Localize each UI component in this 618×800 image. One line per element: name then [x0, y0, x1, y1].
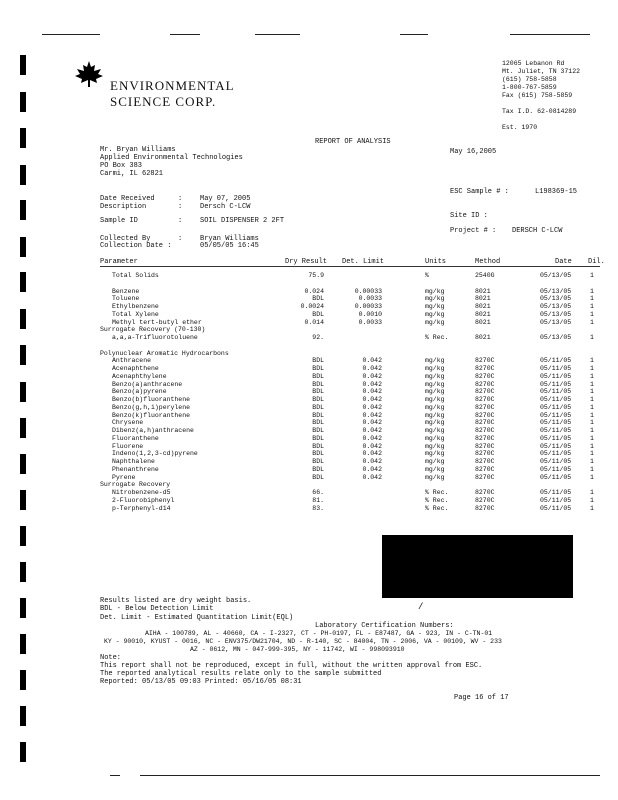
date-cell: 05/11/05: [540, 473, 572, 481]
method-cell: 8021: [475, 287, 491, 295]
date-cell: 05/11/05: [540, 372, 572, 380]
units-cell: mg/kg: [425, 287, 445, 295]
top-rule: [510, 34, 590, 35]
date-cell: 05/11/05: [540, 458, 572, 465]
det-limit-cell: 0.042: [362, 380, 382, 388]
units-cell: mg/kg: [425, 458, 445, 465]
collection-date-label: Collection Date :: [100, 242, 172, 250]
cert-line-2: KY - 90010, KYUST - 0016, NC - ENV375/DW21704, ND - R-140, SC - 84004, TN - 2006, VA - 00109, WV - 233: [104, 638, 502, 645]
dry-result-cell: BDL: [312, 419, 324, 427]
report-date: May 16,2005: [450, 148, 497, 156]
established: Est. 1970: [502, 124, 538, 131]
header-rule: [100, 266, 600, 267]
units-cell: mg/kg: [425, 442, 445, 450]
parameter-cell: Nitrobenzene-d5: [112, 489, 171, 496]
method-cell: 8270C: [475, 450, 495, 458]
note-det-limit: Det. Limit - Estimated Quantitation Limit(EQL): [100, 614, 294, 622]
description-label: Description: [100, 203, 147, 211]
parameter-cell: Benzene: [112, 287, 140, 295]
det-limit-cell: 0.042: [362, 388, 382, 396]
date-cell: 05/11/05: [540, 388, 572, 396]
parameter-cell: Surrogate Recovery (70-130): [100, 326, 206, 334]
dil-cell: 1: [590, 403, 594, 411]
dil-cell: 1: [590, 287, 594, 295]
table-row: [0, 505, 618, 513]
method-cell: 8270C: [475, 372, 495, 380]
parameter-cell: Polynuclear Aromatic Hydrocarbons: [100, 349, 229, 357]
units-cell: %: [425, 272, 429, 279]
dry-result-cell: BDL: [312, 396, 324, 403]
method-cell: 8270C: [475, 380, 495, 388]
dil-cell: 1: [590, 380, 594, 388]
units-cell: mg/kg: [425, 419, 445, 427]
dil-cell: 1: [590, 450, 594, 458]
units-cell: % Rec.: [425, 504, 449, 512]
parameter-cell: Acenaphthylene: [112, 372, 167, 380]
date-cell: 05/11/05: [540, 504, 572, 512]
units-cell: % Rec.: [425, 489, 449, 496]
dry-result-cell: BDL: [312, 403, 324, 411]
dry-result-cell: BDL: [312, 380, 324, 388]
signature-mark: /: [418, 602, 424, 612]
dil-cell: 1: [590, 295, 594, 303]
det-limit-cell: 0.00033: [354, 287, 382, 295]
dry-result-cell: BDL: [312, 295, 324, 303]
dry-result-cell: BDL: [312, 473, 324, 481]
det-limit-cell: 0.042: [362, 442, 382, 450]
dil-cell: 1: [590, 365, 594, 372]
dil-cell: 1: [590, 318, 594, 326]
dil-cell: 1: [590, 427, 594, 434]
det-limit-cell: 0.042: [362, 465, 382, 473]
dil-cell: 1: [590, 442, 594, 450]
page-number: Page 16 of 17: [454, 694, 509, 702]
method-cell: 8270C: [475, 365, 495, 372]
dry-result-cell: BDL: [312, 411, 324, 419]
parameter-cell: Indeno(1,2,3-cd)pyrene: [112, 450, 198, 458]
company-name-line2: SCIENCE CORP.: [110, 94, 217, 109]
method-cell: 8270C: [475, 357, 495, 365]
dry-result-cell: BDL: [312, 465, 324, 473]
method-cell: 8270C: [475, 396, 495, 403]
parameter-cell: Benzo(a)pyrene: [112, 388, 167, 396]
date-cell: 05/11/05: [540, 419, 572, 427]
units-cell: mg/kg: [425, 403, 445, 411]
dil-cell: 1: [590, 473, 594, 481]
units-cell: mg/kg: [425, 380, 445, 388]
dry-result-cell: BDL: [312, 450, 324, 458]
method-cell: 8270C: [475, 465, 495, 473]
units-cell: mg/kg: [425, 295, 445, 303]
det-limit-cell: 0.042: [362, 411, 382, 419]
col-header-dry-result: Dry Result: [285, 258, 328, 266]
dry-result-cell: BDL: [312, 458, 324, 465]
dil-cell: 1: [590, 357, 594, 365]
date-cell: 05/11/05: [540, 380, 572, 388]
dil-cell: 1: [590, 504, 594, 512]
esc-sample-value: L198369-15: [535, 188, 578, 196]
units-cell: mg/kg: [425, 303, 445, 310]
parameter-cell: Benzo(g,h,i)perylene: [112, 403, 191, 411]
date-received-value: May 07, 2005: [200, 195, 251, 203]
dry-result-cell: 92.: [312, 334, 324, 341]
parameter-cell: Benzo(k)fluoranthene: [112, 411, 191, 419]
date-cell: 05/11/05: [540, 442, 572, 450]
collected-by-label: Collected By: [100, 235, 151, 243]
units-cell: mg/kg: [425, 318, 445, 326]
method-cell: 8270C: [475, 411, 495, 419]
parameter-cell: Anthracene: [112, 357, 152, 365]
dil-cell: 1: [590, 411, 594, 419]
sample-id-value: SOIL DISPENSER 2 2FT: [200, 217, 285, 225]
det-limit-cell: 0.042: [362, 365, 382, 372]
note-bdl: BDL - Below Detection Limit: [100, 605, 214, 613]
parameter-cell: Benzo(b)fluoranthene: [112, 396, 191, 403]
date-cell: 05/11/05: [540, 427, 572, 434]
date-cell: 05/11/05: [540, 403, 572, 411]
dry-result-cell: BDL: [312, 357, 324, 365]
parameter-cell: Total Xylene: [112, 310, 159, 318]
parameter-cell: Benzo(a)anthracene: [112, 380, 183, 388]
units-cell: mg/kg: [425, 310, 445, 318]
date-cell: 05/11/05: [540, 489, 572, 496]
dil-cell: 1: [590, 434, 594, 442]
top-rule: [42, 34, 100, 35]
note-dry-weight: Results listed are dry weight basis.: [100, 597, 252, 605]
parameter-cell: Fluorene: [112, 442, 144, 450]
col-header-method: Method: [475, 258, 501, 266]
company-address: 12065 Lebanon Rd Mt. Juliet, TN 37122 (615) 758-5858 1-800-767-5859 Fax (615) 758-5859: [502, 60, 581, 99]
parameter-cell: Toluene: [112, 295, 140, 303]
parameter-cell: Total Solids: [112, 272, 159, 279]
note-sample-only: The reported analytical results relate only to the sample submitted: [100, 670, 382, 678]
method-cell: 8021: [475, 303, 491, 310]
parameter-cell: p-Terphenyl-d14: [112, 504, 171, 512]
top-rule: [255, 34, 300, 35]
dil-cell: 1: [590, 496, 594, 504]
method-cell: 8021: [475, 334, 491, 341]
dil-cell: 1: [590, 303, 594, 310]
project-label: Project # :: [450, 227, 497, 235]
dil-cell: 1: [590, 310, 594, 318]
det-limit-cell: 0.042: [362, 419, 382, 427]
col-header-units: Units: [425, 258, 447, 266]
parameter-cell: Surrogate Recovery: [100, 481, 171, 489]
units-cell: mg/kg: [425, 473, 445, 481]
bottom-rule: [110, 775, 120, 776]
units-cell: mg/kg: [425, 465, 445, 473]
dry-result-cell: 0.0024: [300, 303, 324, 310]
cert-line-3: AZ - 0612, MN - 047-999-395, NY - 11742, WI - 998093910: [190, 646, 405, 653]
units-cell: mg/kg: [425, 450, 445, 458]
method-cell: 8021: [475, 310, 491, 318]
method-cell: 8270C: [475, 496, 495, 504]
parameter-cell: Fluoranthene: [112, 434, 159, 442]
method-cell: 8021: [475, 295, 491, 303]
dil-cell: 1: [590, 458, 594, 465]
top-rule: [170, 34, 200, 35]
method-cell: 8270C: [475, 434, 495, 442]
method-cell: 8270C: [475, 403, 495, 411]
collection-date-value: 05/05/05 16:45: [200, 242, 259, 250]
dry-result-cell: 66.: [312, 489, 324, 496]
units-cell: mg/kg: [425, 434, 445, 442]
dry-result-cell: BDL: [312, 310, 324, 318]
det-limit-cell: 0.042: [362, 427, 382, 434]
date-cell: 05/13/05: [540, 287, 572, 295]
note-reproduction: This report shall not be reproduced, except in full, without the written approval from ESC.: [100, 662, 483, 670]
det-limit-cell: 0.042: [362, 458, 382, 465]
date-cell: 05/11/05: [540, 357, 572, 365]
project-value: DERSCH C-LCW: [512, 227, 563, 235]
units-cell: % Rec.: [425, 334, 449, 341]
parameter-cell: Dibenz(a,h)anthracene: [112, 427, 194, 434]
method-cell: 8270C: [475, 388, 495, 396]
units-cell: % Rec.: [425, 496, 449, 504]
cert-title: Laboratory Certification Numbers:: [315, 622, 454, 630]
units-cell: mg/kg: [425, 396, 445, 403]
reported-printed: Reported: 05/13/05 09:03 Printed: 05/16/05 08:31: [100, 678, 302, 686]
parameter-cell: Methyl tert-butyl ether: [112, 318, 202, 326]
dry-result-cell: 81.: [312, 496, 324, 504]
dil-cell: 1: [590, 396, 594, 403]
dil-cell: 1: [590, 465, 594, 473]
units-cell: mg/kg: [425, 411, 445, 419]
date-cell: 05/13/05: [540, 272, 572, 279]
tax-id: Tax I.D. 62-0814289: [502, 108, 577, 115]
parameter-cell: Ethylbenzene: [112, 303, 159, 310]
method-cell: 2540G: [475, 272, 495, 279]
dry-result-cell: 0.014: [304, 318, 324, 326]
dil-cell: 1: [590, 388, 594, 396]
col-header-date: Date: [555, 258, 572, 266]
date-cell: 05/13/05: [540, 295, 572, 303]
site-id-label: Site ID :: [450, 212, 488, 220]
company-name-line1: ENVIRONMENTAL: [110, 78, 235, 93]
description-value: Dersch C-LCW: [200, 203, 251, 211]
dil-cell: 1: [590, 272, 594, 279]
maple-leaf-logo-icon: [74, 60, 104, 88]
date-cell: 05/11/05: [540, 465, 572, 473]
date-received-label: Date Received: [100, 195, 155, 203]
col-header-parameter: Parameter: [100, 258, 138, 266]
dil-cell: 1: [590, 419, 594, 427]
parameter-cell: Acenaphthene: [112, 365, 159, 372]
method-cell: 8270C: [475, 489, 495, 496]
col-header-dil: Dil.: [588, 258, 605, 266]
date-cell: 05/11/05: [540, 396, 572, 403]
det-limit-cell: 0.00033: [354, 303, 382, 310]
method-cell: 8270C: [475, 473, 495, 481]
det-limit-cell: 0.042: [362, 473, 382, 481]
dry-result-cell: BDL: [312, 434, 324, 442]
units-cell: mg/kg: [425, 388, 445, 396]
dry-result-cell: 83.: [312, 504, 324, 512]
sample-id-label: Sample ID: [100, 217, 138, 225]
det-limit-cell: 0.0033: [358, 318, 382, 326]
det-limit-cell: 0.0033: [358, 295, 382, 303]
report-title: REPORT OF ANALYSIS: [315, 138, 391, 146]
units-cell: mg/kg: [425, 357, 445, 365]
parameter-cell: a,a,a-Trifluorotoluene: [112, 334, 198, 341]
date-cell: 05/11/05: [540, 411, 572, 419]
method-cell: 8270C: [475, 419, 495, 427]
date-cell: 05/11/05: [540, 450, 572, 458]
esc-sample-label: ESC Sample # :: [450, 188, 509, 196]
date-cell: 05/13/05: [540, 334, 572, 341]
dil-cell: 1: [590, 372, 594, 380]
method-cell: 8270C: [475, 427, 495, 434]
date-cell: 05/13/05: [540, 310, 572, 318]
dry-result-cell: 75.9: [308, 272, 324, 279]
recipient-address: Mr. Bryan Williams Applied Environmental Technologies PO Box 383 Carmi, IL 62821: [100, 146, 243, 178]
det-limit-cell: 0.042: [362, 450, 382, 458]
dil-cell: 1: [590, 334, 594, 341]
parameter-cell: Naphthalene: [112, 458, 155, 465]
det-limit-cell: 0.042: [362, 434, 382, 442]
parameter-cell: Pyrene: [112, 473, 136, 481]
det-limit-cell: 0.042: [362, 396, 382, 403]
dry-result-cell: BDL: [312, 442, 324, 450]
det-limit-cell: 0.0010: [358, 310, 382, 318]
redaction-box: [382, 535, 573, 598]
date-cell: 05/11/05: [540, 434, 572, 442]
parameter-cell: 2-Fluorobiphenyl: [112, 496, 175, 504]
dry-result-cell: BDL: [312, 388, 324, 396]
date-cell: 05/11/05: [540, 496, 572, 504]
col-header-det-limit: Det. Limit: [342, 258, 385, 266]
units-cell: mg/kg: [425, 365, 445, 372]
collected-by-value: Bryan Williams: [200, 235, 259, 243]
date-cell: 05/13/05: [540, 303, 572, 310]
bottom-rule: [140, 775, 600, 776]
cert-line-1: AIHA - 100789, AL - 40660, CA - I-2327, CT - PH-0197, FL - E87487, GA - 923, IN - C-TN-01: [145, 630, 493, 637]
date-cell: 05/13/05: [540, 318, 572, 326]
dry-result-cell: BDL: [312, 372, 324, 380]
method-cell: 8021: [475, 318, 491, 326]
det-limit-cell: 0.042: [362, 403, 382, 411]
dry-result-cell: 0.024: [304, 287, 324, 295]
parameter-cell: Phenanthrene: [112, 465, 159, 473]
det-limit-cell: 0.042: [362, 372, 382, 380]
note-label: Note:: [100, 654, 122, 662]
det-limit-cell: 0.042: [362, 357, 382, 365]
top-rule: [400, 34, 428, 35]
method-cell: 8270C: [475, 442, 495, 450]
units-cell: mg/kg: [425, 427, 445, 434]
date-cell: 05/11/05: [540, 365, 572, 372]
dry-result-cell: BDL: [312, 427, 324, 434]
dil-cell: 1: [590, 489, 594, 496]
method-cell: 8270C: [475, 458, 495, 465]
method-cell: 8270C: [475, 504, 495, 512]
units-cell: mg/kg: [425, 372, 445, 380]
parameter-cell: Chrysene: [112, 419, 144, 427]
dry-result-cell: BDL: [312, 365, 324, 372]
